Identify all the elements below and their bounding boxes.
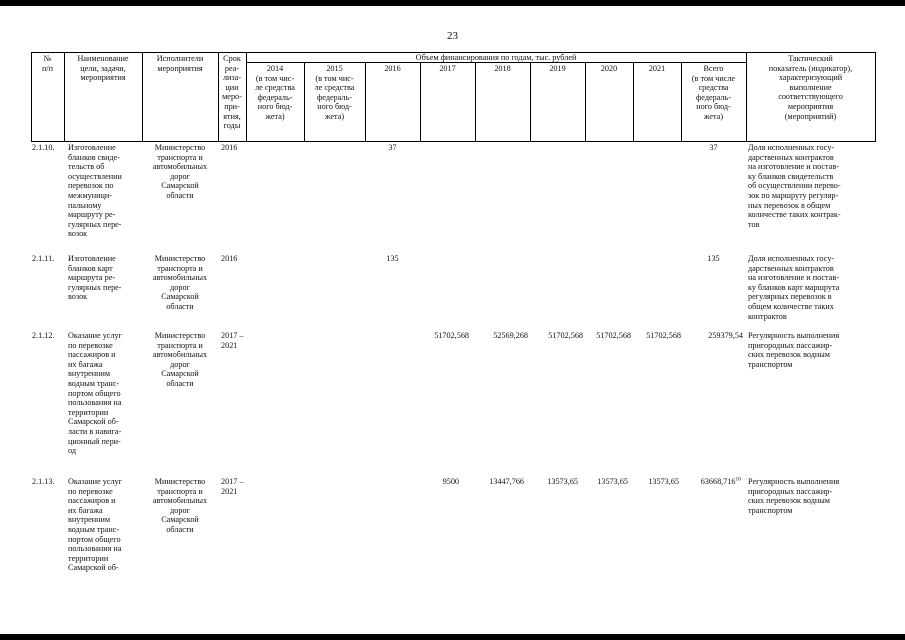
row-name: Оказание услуг по перевозке пассажиров и их багажа внутренним водным транс- портом общего пользования на территории Самарской об- ласти в навига- ционный пери- од [68, 331, 122, 456]
row-indicator: Доля исполненных госу- дарственных контрактов на изготовление и постав- ку бланков свидетельств об осуществлении перево- зок по маршруту регуляр- ных перевозок в общем количестве таких контрак- тов [748, 143, 841, 229]
header-total: Всего (в том числе средства федераль- ного бюд- жета) [691, 64, 736, 121]
header-2019: 2019 [549, 64, 566, 73]
col-border [875, 52, 876, 142]
col-border [475, 62, 476, 142]
header-indicator: Тактический показатель (индикатор), характеризующий выполнение соответствующего мероприятия (мероприятий) [768, 54, 853, 121]
row-term: 2017 – 2021 [221, 331, 244, 350]
row-term: 2016 [221, 143, 238, 152]
footnote-marker: 10 [735, 476, 741, 483]
row-number: 2.1.12. [32, 331, 55, 340]
row-term: 2016 [221, 254, 238, 263]
value-2020: 51702,568 [596, 331, 631, 340]
header-2017: 2017 [439, 64, 456, 73]
header-2015: 2015 (в том чис- ле средства федераль- ного бюд- жета) [314, 64, 355, 121]
value-total-text: 63668,716 [700, 477, 736, 486]
header-2021: 2021 [648, 64, 666, 73]
row-indicator: Регулярность выполнения пригородных пассажир- ских перевозок водным транспортом [748, 331, 840, 369]
header-2014: 2014 (в том чис- ле средства федераль- ного бюд- жета) [255, 64, 295, 121]
value-2017: 9500 [442, 477, 459, 486]
header-2020: 2020 [600, 64, 618, 73]
value-2021: 13573,65 [648, 477, 679, 486]
value-2020: 13573,65 [597, 477, 628, 486]
col-border [633, 62, 634, 142]
header-name: Наименование цели, задачи, мероприятия [77, 54, 129, 83]
col-border [420, 62, 421, 142]
value-2019: 51702,568 [548, 331, 583, 340]
value-total: 259379,54 [708, 331, 743, 340]
value-total [681, 477, 741, 487]
col-border [365, 62, 366, 142]
row-number: 2.1.11. [32, 254, 55, 263]
value-2018: 13447,766 [489, 477, 524, 486]
page-number: 23 [447, 30, 458, 42]
scan-bottom-border [0, 634, 905, 640]
row-indicator: Доля исполненных госу- дарственных контрактов на изготовление и постав- ку бланков карт маршрута регулярных перевозок в общем количестве таких контрактов [748, 254, 840, 321]
value-2021: 51702,568 [646, 331, 681, 340]
row-executor: Министерство транспорта и автомобильных дорог Самарской области [152, 331, 208, 388]
header-term: Срок реа- лиза- ции меро- при- ятия, годы [222, 54, 242, 131]
row-name: Изготовление бланков свиде- тельств об осуществлении перевозок по межмуници- пальному маршруту ре- гулярных пере- возок [68, 143, 122, 239]
row-indicator: Регулярность выполнения пригородных пассажир- ских перевозок водным транспортом [748, 477, 840, 515]
row-number: 2.1.10. [32, 143, 55, 152]
scan-top-border [0, 0, 905, 6]
header-bottom-rule [31, 141, 875, 142]
value-total: 135 [707, 254, 720, 263]
header-2018: 2018 [494, 64, 511, 73]
col-border [530, 62, 531, 142]
row-executor: Министерство транспорта и автомобильных дорог Самарской области [152, 254, 208, 311]
header-num: № п/п [41, 54, 54, 73]
row-number: 2.1.13. [32, 477, 55, 486]
col-border [585, 62, 586, 142]
value-2017: 51702,568 [434, 331, 469, 340]
row-name: Оказание услуг по перевозке пассажиров и их багажа внутренним водным транс- портом общего пользования на территории Самарской об- [68, 477, 122, 573]
value-2019: 13573,65 [547, 477, 578, 486]
value-2018: 52569,268 [493, 331, 528, 340]
value-2016: 135 [386, 254, 399, 263]
value-2016: 37 [388, 143, 397, 152]
row-executor: Министерство транспорта и автомобильных дорог Самарской области [152, 143, 208, 200]
header-executors: Исполнители мероприятия [156, 54, 204, 73]
row-executor: Министерство транспорта и автомобильных дорог Самарской области [152, 477, 208, 534]
header-2016: 2016 [384, 64, 401, 73]
value-total: 37 [709, 143, 718, 152]
row-term: 2017 – 2021 [221, 477, 244, 496]
header-volume: Объем финансирования по годам, тыс. рублей [415, 53, 577, 62]
row-name: Изготовление бланков карт маршрута ре- гулярных пере- возок [68, 254, 122, 302]
